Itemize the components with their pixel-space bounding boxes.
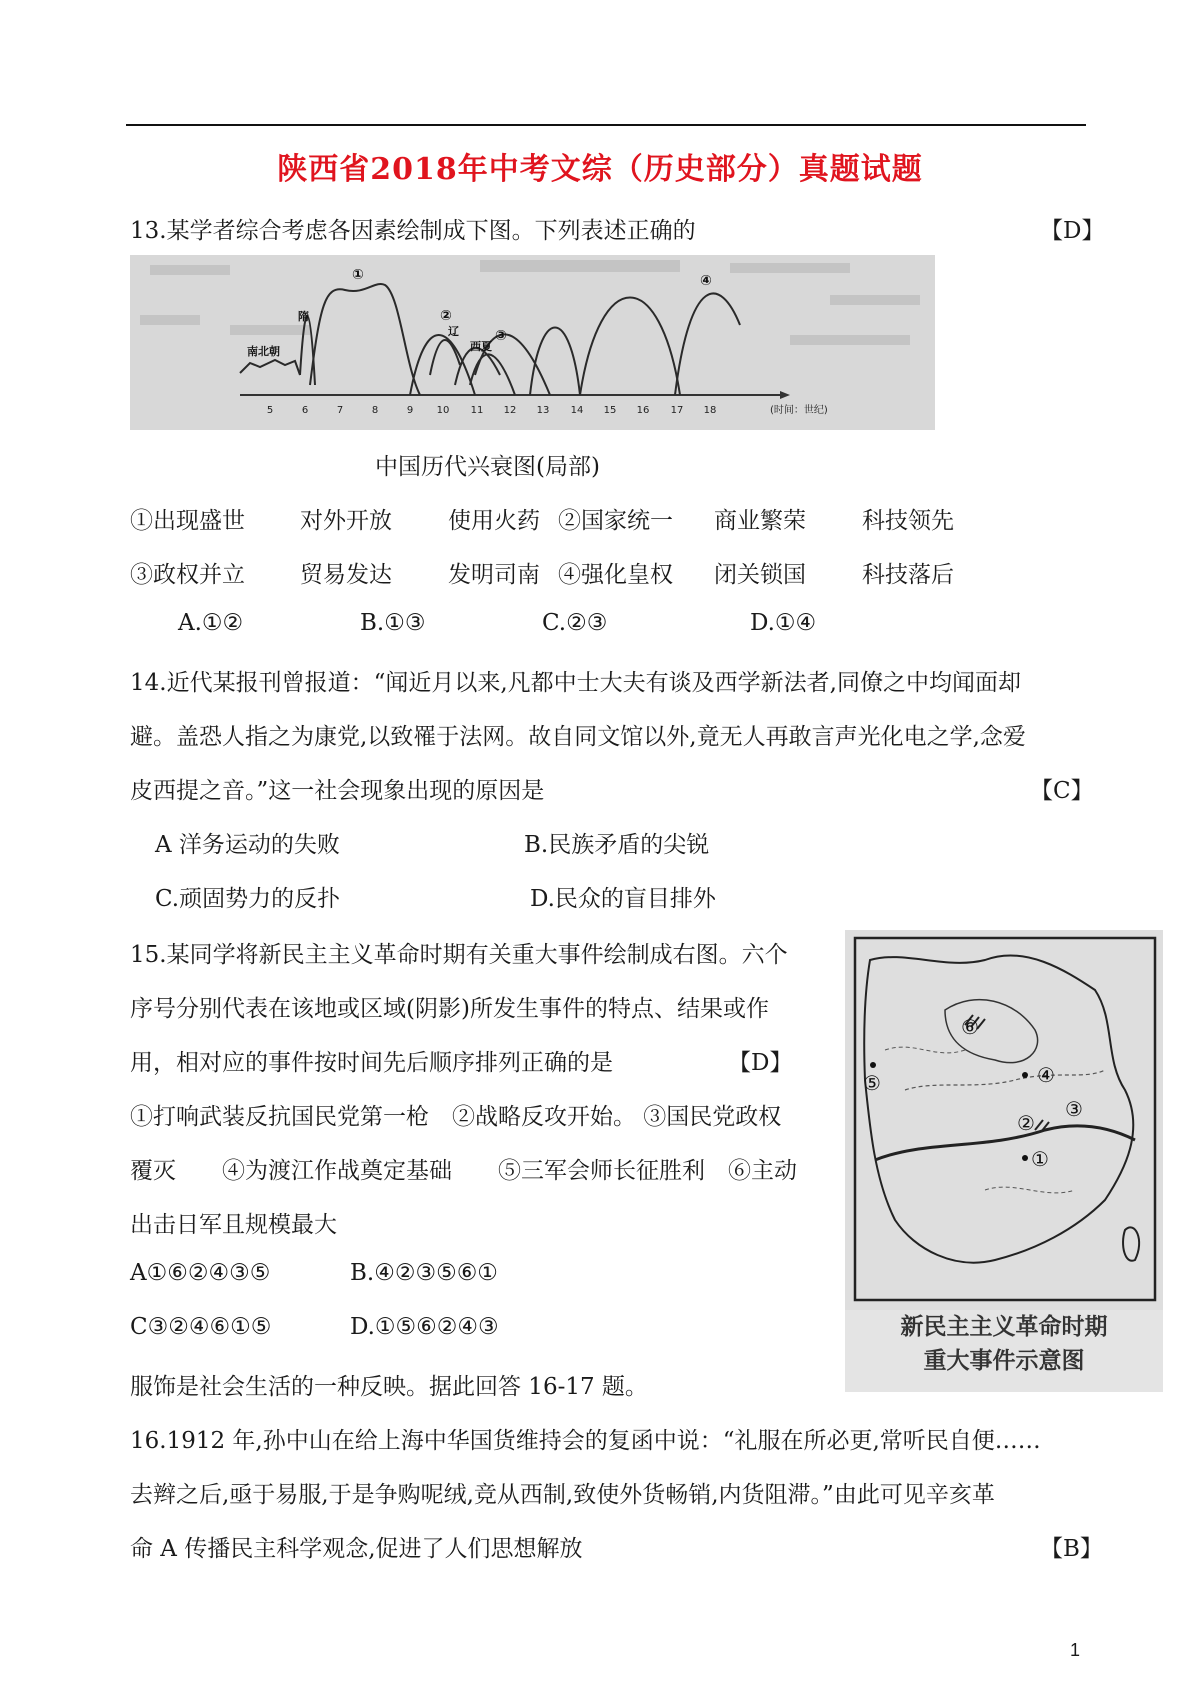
chart-caption: 中国历代兴衰图(局部) <box>375 454 600 480</box>
top-rule <box>126 124 1086 126</box>
q15-line3: 用，相对应的事件按时间先后顺序排列正确的是 <box>130 1050 613 1076</box>
tick-8: 8 <box>371 405 379 416</box>
q13-stem: 13.某学者综合考虑各因素绘制成下图。下列表述正确的 <box>130 218 696 244</box>
page-title: 陕西省2018年中考文综（历史部分）真题试题 <box>277 152 923 187</box>
map-mark-5: ⑤ <box>863 1071 881 1095</box>
q15-option-d: D.①⑤⑥②④③ <box>350 1314 499 1340</box>
label-xixia: 西夏 <box>470 340 492 353</box>
q13-row1-item6: 科技领先 <box>862 508 954 534</box>
q15-option-a: A①⑥②④③⑤ <box>130 1260 271 1286</box>
q16-line3: 命 A 传播民主科学观念,促进了人们思想解放 <box>130 1536 583 1562</box>
label-sui: 隋 <box>298 310 309 323</box>
marker-2: ② <box>440 308 452 324</box>
q13-row2-item4: ④强化皇权 <box>558 562 673 588</box>
q13-row2-item2: 贸易发达 <box>300 562 392 588</box>
q13-option-b: B.①③ <box>360 610 426 636</box>
map-mark-1: ① <box>1031 1147 1049 1171</box>
map-figure <box>845 930 1163 1392</box>
map-caption-line1: 新民主主义革命时期 <box>900 1314 1108 1340</box>
q14-line2: 避。盖恐人指之为康党,以致罹于法网。故自同文馆以外,竟无人再敢言声光化电之学,念爱 <box>130 724 1026 750</box>
intro-16-17: 服饰是社会生活的一种反映。据此回答 16-17 题。 <box>130 1374 648 1400</box>
label-liao: 辽 <box>448 325 459 338</box>
tick-16: 16 <box>636 405 650 416</box>
q14-line3: 皮西提之音。”这一社会现象出现的原因是 <box>130 778 545 804</box>
tick-14: 14 <box>570 405 584 416</box>
marker-1: ① <box>352 267 364 283</box>
q15-line5: 覆灭 ④为渡江作战奠定基础 ⑤三军会师长征胜利 ⑥主动 <box>130 1158 797 1184</box>
axis-unit: (时间：世纪) <box>770 405 828 416</box>
map-mark-4: ④ <box>1037 1063 1055 1087</box>
page-number: 1 <box>1070 1640 1081 1660</box>
q15-line2: 序号分别代表在该地或区域(阴影)所发生事件的特点、结果或作 <box>130 996 769 1022</box>
tick-15: 15 <box>603 405 617 416</box>
tick-12: 12 <box>503 405 517 416</box>
map-caption <box>845 1310 1163 1378</box>
marker-3: ③ <box>495 328 507 344</box>
q14-option-d: D.民众的盲目排外 <box>530 886 716 912</box>
tick-11: 11 <box>470 405 484 416</box>
q14-line1: 14.近代某报刊曾报道：“闻近月以来,凡都中士大夫有谈及西学新法者,同僚之中均闻面却 <box>130 670 1021 696</box>
q13-row2-item6: 科技落后 <box>862 562 954 588</box>
tick-13: 13 <box>536 405 550 416</box>
q13-answer: 【D】 <box>1040 218 1105 244</box>
tick-10: 10 <box>436 405 450 416</box>
q13-row1-item4: ②国家统一 <box>558 508 673 534</box>
q14-answer: 【C】 <box>1030 778 1094 804</box>
q14-option-a: A 洋务运动的失败 <box>155 832 340 858</box>
q13-row2-item3: 发明司南 <box>448 562 540 588</box>
q15-answer: 【D】 <box>728 1050 793 1076</box>
q14-option-b: B.民族矛盾的尖锐 <box>524 832 710 858</box>
chart-figure <box>130 255 935 430</box>
map-mark-3: ③ <box>1065 1097 1083 1121</box>
map-mark-6: ⑥ <box>961 1015 979 1039</box>
tick-17: 17 <box>670 405 684 416</box>
q13-row2-item5: 闭关锁国 <box>714 562 806 588</box>
tick-5: 5 <box>266 405 274 416</box>
q16-line2: 去辫之后,亟于易服,于是争购呢绒,竞从西制,致使外货畅销,内货阻滞。”由此可见辛亥革 <box>130 1482 995 1508</box>
tick-18: 18 <box>703 405 717 416</box>
tick-6: 6 <box>301 405 309 416</box>
q15-option-c: C③②④⑥①⑤ <box>130 1314 272 1340</box>
q16-line1: 16.1912 年,孙中山在给上海中华国货维持会的复函中说：“礼服在所必更,常听民自便…… <box>130 1428 1041 1454</box>
q15-line4: ①打响武装反抗国民党第一枪 ②战略反攻开始。 ③国民党政权 <box>130 1104 782 1130</box>
q13-row1-item3: 使用火药 <box>448 508 540 534</box>
rise-fall-chart <box>130 255 935 430</box>
marker-4: ④ <box>700 273 712 289</box>
q13-row2-item1: ③政权并立 <box>130 562 245 588</box>
tick-7: 7 <box>336 405 344 416</box>
q13-row1-item2: 对外开放 <box>300 508 392 534</box>
map-caption-line2: 重大事件示意图 <box>923 1348 1085 1374</box>
q13-option-a: A.①② <box>178 610 244 636</box>
china-map <box>845 930 1163 1310</box>
label-nanbeichao: 南北朝 <box>247 345 280 358</box>
q16-answer: 【B】 <box>1040 1536 1103 1562</box>
q15-line6: 出击日军且规模最大 <box>130 1212 337 1238</box>
q14-option-c: C.顽固势力的反扑 <box>155 886 341 912</box>
q13-row1-item1: ①出现盛世 <box>130 508 245 534</box>
q15-line1: 15.某同学将新民主主义革命时期有关重大事件绘制成右图。六个 <box>130 942 788 968</box>
q13-option-d: D.①④ <box>750 610 817 636</box>
tick-9: 9 <box>406 405 414 416</box>
q15-option-b: B.④②③⑤⑥① <box>350 1260 498 1286</box>
q13-row1-item5: 商业繁荣 <box>714 508 806 534</box>
q13-option-c: C.②③ <box>542 610 608 636</box>
map-mark-2: ② <box>1017 1111 1035 1135</box>
